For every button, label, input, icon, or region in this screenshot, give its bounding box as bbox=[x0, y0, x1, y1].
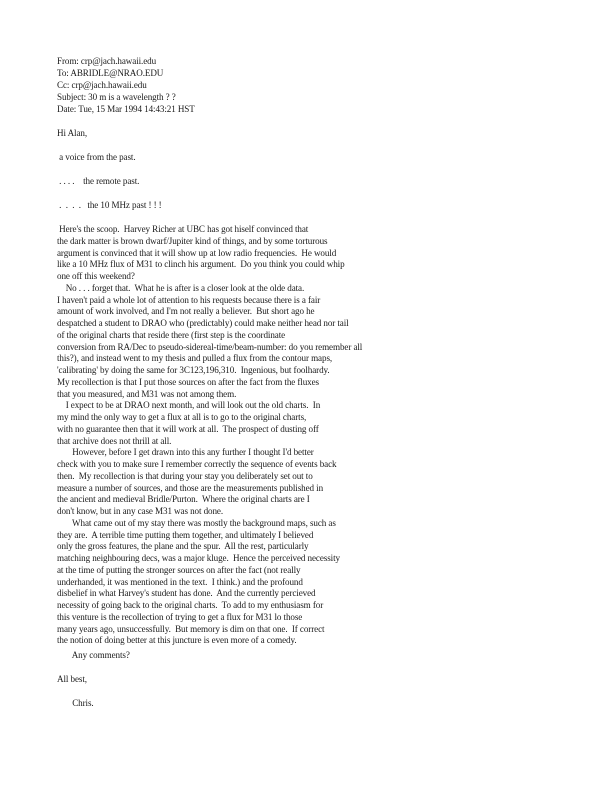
body-line: the ancient and medieval Bridle/Purton. Where the original charts are I bbox=[57, 494, 310, 505]
body-line: the notion of doing better at this juncture is even more of a comedy. bbox=[57, 635, 297, 646]
body-line: conversion from RA/Dec to pseudo-sidereal-time/beam-number: do you remember all bbox=[57, 341, 363, 352]
body-line: like a 10 MHz flux of M31 to clinch his argument. Do you think you could whip bbox=[57, 259, 345, 270]
header-cc: Cc: crp@jach.hawaii.edu bbox=[57, 80, 147, 90]
body-line: amount of work involved, and I'm not really a believer. But short ago he bbox=[57, 306, 315, 317]
header-from: From: crp@jach.hawaii.edu bbox=[57, 56, 157, 66]
body-line: I haven't paid a whole lot of attention to his requests because there is a fair bbox=[57, 294, 321, 305]
body-line: My recollection is that I put those sources on after the fact from the fluxes bbox=[57, 376, 319, 387]
body-line: my mind the only way to get a flux at all is to go to the original charts, bbox=[57, 412, 307, 422]
body-line: measure a number of sources, and those are the measurements published in bbox=[57, 482, 324, 493]
body-line: only the gross features, the plane and the spur. All the rest, particularly bbox=[57, 541, 309, 552]
body-line: argument is convinced that it will show up at low radio frequencies. He would bbox=[57, 247, 337, 258]
header-subject: Subject: 30 m is a wavelength ? ? bbox=[57, 92, 176, 102]
body-line: the dark matter is brown dwarf/Jupiter kind of things, and by some torturous bbox=[57, 235, 328, 246]
body-line: this?), and instead went to my thesis and pulled a flux from the contour maps, bbox=[57, 353, 333, 364]
body-line: Here's the scoop. Harvey Richer at UBC has got hiself convinced that bbox=[57, 224, 309, 234]
body-line: with no guarantee then that it will work at all. The prospect of dusting off bbox=[57, 423, 319, 434]
body-line: underhanded, it was mentioned in the text. I think.) and the profound bbox=[57, 576, 303, 587]
closing-question: Any comments? bbox=[57, 650, 130, 660]
body-line: at the time of putting the stronger sources on after the fact (not really bbox=[57, 564, 301, 575]
body-line: No . . . forget that. What he is after is a closer look at the olde data. bbox=[57, 282, 305, 293]
body-line: check with you to make sure I remember correctly the sequence of events back bbox=[57, 459, 337, 469]
intro-line: . . . . the remote past. bbox=[57, 176, 140, 186]
body-line: matching neighbouring decs, was a major kluge. Hence the perceived necessity bbox=[57, 553, 340, 563]
body-line: don't know, but in any case M31 was not done. bbox=[57, 506, 224, 516]
intro-line: . . . . the 10 MHz past ! ! ! bbox=[57, 200, 162, 210]
body-line: they are. A terrible time putting them together, and ultimately I believed bbox=[57, 529, 314, 540]
body-line: 'calibrating' by doing the same for 3C123,196,310. Ingenious, but foolhardy. bbox=[57, 365, 330, 375]
body-line: disbelief in what Harvey's student has done. And the currently percieved bbox=[57, 588, 316, 599]
greeting: Hi Alan, bbox=[57, 128, 88, 138]
header-to: To: ABRIDLE@NRAO.EDU bbox=[57, 68, 164, 78]
signoff: All best, bbox=[57, 674, 87, 684]
body-line: one off this weekend? bbox=[57, 271, 135, 281]
body-line: I expect to be at DRAO next month, and will look out the old charts. In bbox=[57, 400, 321, 411]
body-line: What came out of my stay there was mostly the background maps, such as bbox=[57, 517, 336, 528]
body-line: despatched a student to DRAO who (predictably) could make neither head nor tail bbox=[57, 318, 349, 328]
body-line: However, before I get drawn into this any further I thought I'd better bbox=[57, 447, 314, 458]
body-line: of the original charts that reside there (first step is the coordinate bbox=[57, 329, 286, 340]
body-line: that you measured, and M31 was not among them. bbox=[57, 388, 237, 399]
intro-line: a voice from the past. bbox=[57, 152, 136, 162]
body-line: many years ago, unsuccessfully. But memory is dim on that one. If correct bbox=[57, 623, 325, 634]
body-line: this venture is the recollection of trying to get a flux for M31 lo those bbox=[57, 611, 303, 622]
body-line: that archive does not thrill at all. bbox=[57, 435, 172, 446]
body-line: necessity of going back to the original charts. To add to my enthusiasm for bbox=[57, 600, 324, 610]
header-date: Date: Tue, 15 Mar 1994 14:43:21 HST bbox=[57, 104, 195, 114]
signature: Chris. bbox=[57, 698, 94, 708]
body-line: then. My recollection is that during your stay you deliberately set out to bbox=[57, 470, 313, 481]
